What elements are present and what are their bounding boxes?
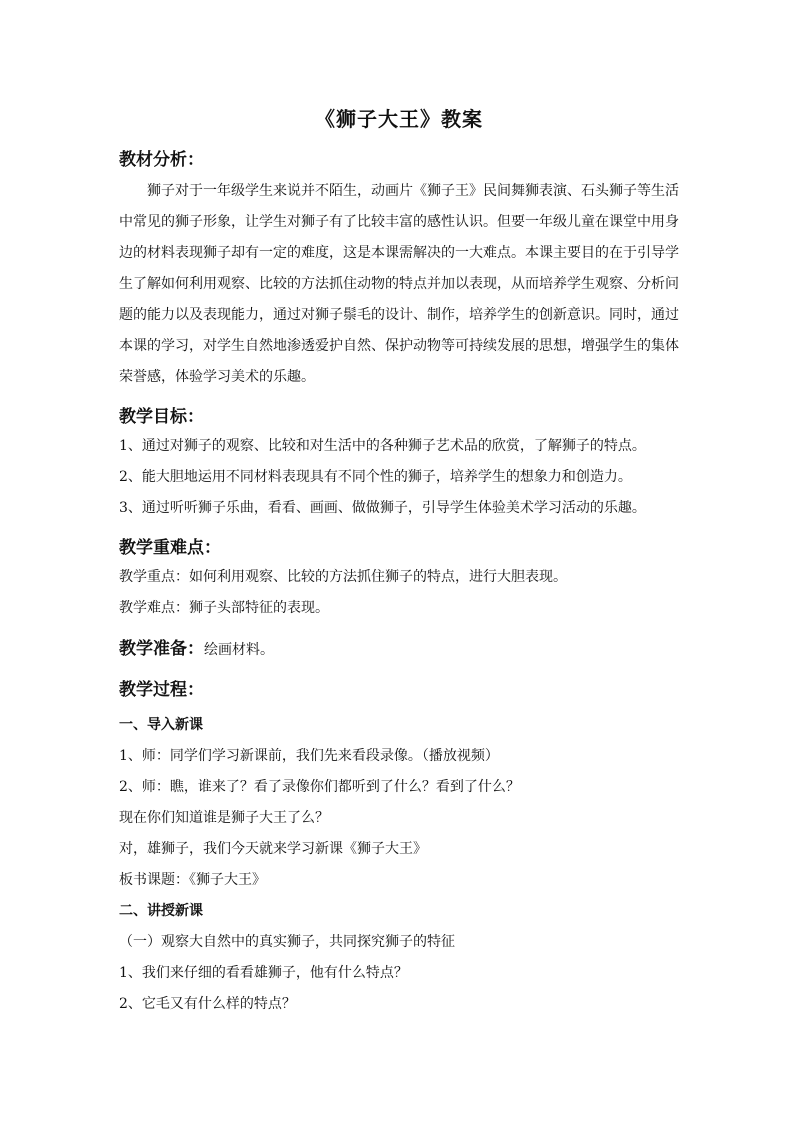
section-heading-analysis: 教材分析：: [119, 150, 204, 170]
process-item: 1、我们来仔细的看看雄狮子，他有什么特点？: [119, 965, 408, 981]
analysis-paragraph: 狮子对于一年级学生来说并不陌生，动画片《狮子王》民间舞狮表演、石头狮子等生活中常见的狮子形象，让学生对狮子有了比较丰富的感性认识。但要一年级儿童在课堂中用身边的材料表现狮子却有一定的难度，这是本课需解决的一大难点。本课主要目的在于引导学生了解如何利用观察、比较的方法抓住动物的特点并加以表现，从而培养学生观察、分析问题的能力以及表现能力，通过对狮子鬃毛的设计、制作，培养学生的创新意识。同时，通过本课的学习，对学生自然地渗透爱护自然、保护动物等可持续发展的思想，增强学生的集体荣誉感，体验学习美术的乐趣。: [119, 183, 679, 385]
process-item: 板书课题：《狮子大王》: [119, 872, 266, 888]
goal-item: 2、能大胆地运用不同材料表现具有不同个性的狮子，培养学生的想象力和创造力。: [119, 469, 632, 485]
document-title: 《狮子大王》教案: [315, 107, 483, 131]
preparation-text: 绘画材料。: [204, 642, 274, 658]
process-item: 现在你们知道谁是狮子大王了么？: [119, 810, 329, 826]
process-item: （一）观察大自然中的真实狮子，共同探究狮子的特征: [119, 934, 455, 950]
process-item: 对，雄狮子，我们今天就来学习新课《狮子大王》: [119, 841, 427, 857]
subheading-part2: 二、讲授新课: [119, 903, 203, 919]
section-heading-process: 教学过程：: [119, 680, 204, 700]
section-heading-goals: 教学目标：: [119, 407, 204, 427]
process-item: 2、师：瞧，谁来了？看了录像你们都听到了什么？看到了什么？: [119, 779, 520, 795]
section-heading-preparation: 教学准备：: [119, 639, 204, 659]
goal-item: 3、通过听听狮子乐曲，看看、画画、做做狮子，引导学生体验美术学习活动的乐趣。: [119, 500, 646, 516]
preparation-line: [119, 634, 679, 666]
section-heading-key-points: 教学重难点：: [119, 538, 221, 558]
process-item: 2、它毛又有什么样的特点？: [119, 996, 296, 1012]
process-item: 1、师：同学们学习新课前，我们先来看段录像。（播放视频）: [119, 748, 499, 764]
subheading-part1: 一、导入新课: [119, 717, 203, 733]
key-point-item: 教学重点：如何利用观察、比较的方法抓住狮子的特点，进行大胆表现。: [119, 569, 567, 585]
document-content: [119, 104, 679, 1020]
key-point-item: 教学难点：狮子头部特征的表现。: [119, 600, 329, 616]
goal-item: 1、通过对狮子的观察、比较和对生活中的各种狮子艺术品的欣赏，了解狮子的特点。: [119, 438, 646, 454]
